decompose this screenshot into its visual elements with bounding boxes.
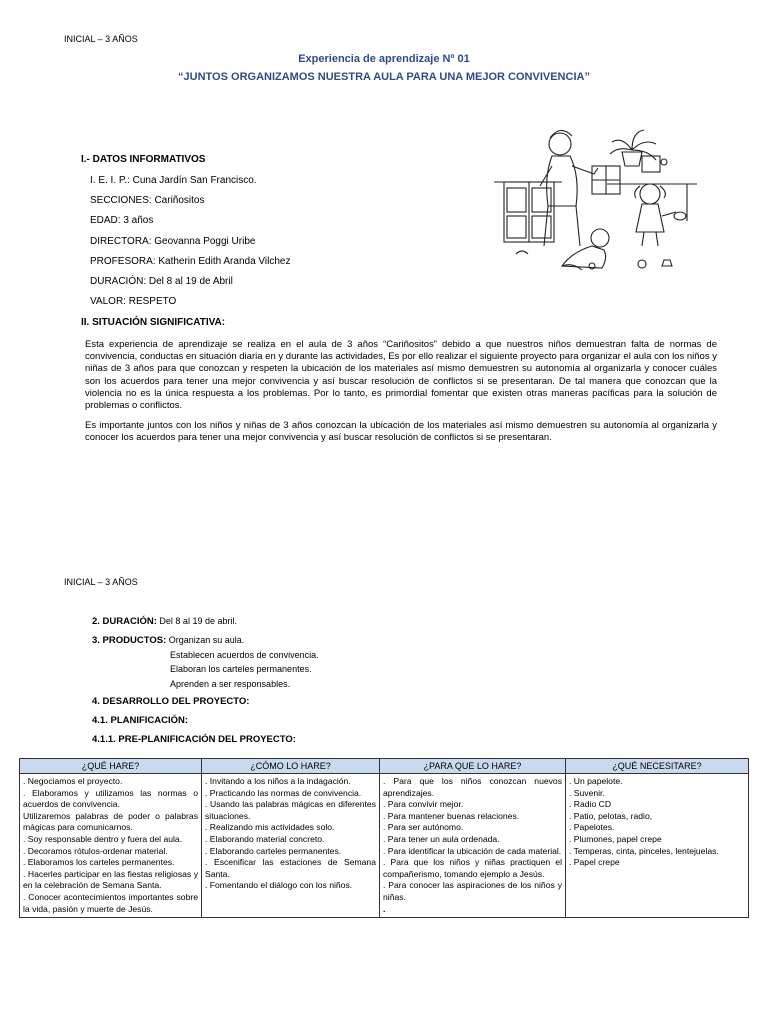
list-item: . Temperas, cinta, pinceles, lentejuelas. [569, 845, 719, 856]
list-item: . Negociamos el proyecto. [23, 776, 123, 786]
list-item: . Para que los niños conozcan nuevos aprendizajes. [383, 776, 562, 798]
list-item: Utilizaremos palabras de poder o palabras mágicas para comunicarnos. [23, 810, 198, 833]
list-item: . Para que los niños y niñas practiquen el compañerismo, tomando ejemplo a Jesús. [383, 857, 562, 879]
duracion-value: Del 8 al 19 de abril. [156, 616, 237, 626]
list-item: . Un papelote. [569, 776, 623, 786]
list-item: . Papel crepe [569, 857, 620, 868]
list-item: . Conocer acontecimientos importantes sobre la vida, pasión y muerte de Jesús. [23, 891, 198, 914]
list-item: . Papelotes. [569, 822, 615, 833]
que-hare-cell [20, 774, 202, 918]
document-subtitle: “JUNTOS ORGANIZAMOS NUESTRA AULA PARA UNA MEJOR CONVIVENCIA” [178, 71, 590, 83]
list-item: . Para tener un aula ordenada. [383, 833, 500, 844]
info-secciones: SECCIONES: Cariñositos [90, 195, 205, 206]
list-item: . Para conocer las aspiraciones de los niños y niñas. [383, 880, 562, 902]
info-valor: VALOR: RESPETO [90, 296, 177, 307]
list-item: . Realizando mis actividades solo. [205, 822, 335, 833]
table-header-cell: ¿PARA QUE LO HARE? [380, 759, 566, 774]
header-label: INICIAL – 3 AÑOS [64, 34, 138, 44]
document-title: Experiencia de aprendizaje Nº 01 [298, 53, 470, 65]
preplanificacion-table [19, 758, 749, 918]
list-item: . Escenificar las estaciones de Semana Santa. [205, 857, 376, 879]
preplanificacion-heading: 4.1.1. PRE-PLANIFICACIÓN DEL PROYECTO: [92, 734, 296, 745]
list-item: . Elaborando carteles permanentes. [205, 845, 342, 856]
info-edad: EDAD: 3 años [90, 215, 154, 226]
table-header-cell: ¿QUÉ HARE? [20, 759, 202, 774]
list-item: . Decoramos rótulos-ordenar material. [23, 845, 168, 856]
table-header-cell: ¿CÓMO LO HARE? [202, 759, 380, 774]
list-item: . Invitando a los niños a la indagación. [205, 776, 351, 786]
list-item: . Soy responsable dentro y fuera del aula. [23, 833, 183, 844]
list-item: . Practicando las normas de convivencia. [205, 787, 362, 798]
situacion-paragraph-2: Es importante juntos con los niños y niñas de 3 años conozcan la ubicación de los materiales así mismo demuestren su autonomía al organizarla y conocer los acuerdos para tener una mejor convivencia y así buscar resolución de conflictos si se presentaran. [85, 420, 717, 444]
list-item: . Fomentando el diálogo con los niños. [205, 880, 353, 891]
section1-heading: I.- DATOS INFORMATIVOS [81, 154, 206, 165]
situacion-paragraph-1: Esta experiencia de aprendizaje se realiza en el aula de 3 años “Cariñositos” debido a que nuestros niños demuestran falta de normas de convivencia, conductas en situación diaria en y durante las actividades, Es por ello realizar el siguiente proyecto para organizar el aula con los niños y niñas de 3 años para que conozcan y respeten la ubicación de los materiales así mismo demuestren su autonomía al organizarla y conocer cuáles son los acuerdos para tener una mejor convivencia y así buscar resolución de conflictos si se presentaran. De tal manera que conozcan que la violencia no es la única respuesta a los problemas. Por lo tanto, es primordial fomentar que existen otras maneras pacíficas para la solución de problemas o conflictos. [85, 339, 717, 412]
header-label-page2: INICIAL – 3 AÑOS [64, 577, 138, 587]
productos-line [92, 635, 244, 646]
list-item: . Patio, pelotas, radio, [569, 810, 653, 821]
list-item: . [383, 903, 386, 914]
como-lo-hare-cell [202, 774, 380, 918]
list-item: . Para mantener buenas relaciones. [383, 810, 520, 821]
productos-label: 3. PRODUCTOS: [92, 635, 167, 646]
duracion-label: 2. DURACIÓN: [92, 616, 157, 627]
duracion-line [92, 616, 237, 627]
list-item: . Usando las palabras mágicas en diferentes situaciones. [205, 799, 376, 821]
classroom-illustration [492, 126, 697, 274]
table-header-row [20, 759, 749, 774]
list-item: . Plumones, papel crepe [569, 833, 662, 844]
que-necesitare-cell [566, 774, 749, 918]
list-item: . Hacerles participar en las fiestas religiosas y en la celebración de Semana Santa. [23, 868, 198, 891]
list-item: . Para ser autónomo. [383, 822, 464, 833]
productos-first: Organizan su aula. [166, 635, 245, 645]
section2-heading: II. SITUACIÓN SIGNIFICATIVA: [81, 317, 226, 328]
desarrollo-heading: 4. DESARROLLO DEL PROYECTO: [92, 696, 250, 707]
producto-item: Elaboran los carteles permanentes. [170, 664, 312, 674]
list-item: . Radio CD [569, 799, 612, 810]
info-profesora: PROFESORA: Katherin Edith Aranda Vilchez [90, 256, 291, 267]
list-item: . Elaboramos los carteles permanentes. [23, 857, 175, 868]
producto-item: Aprenden a ser responsables. [170, 679, 291, 689]
para-que-lo-hare-cell [380, 774, 566, 918]
list-item: . Para convivir mejor. [383, 799, 464, 810]
info-duracion: DURACIÓN: Del 8 al 19 de Abril [90, 276, 233, 287]
list-item: . Suvenir. [569, 787, 605, 798]
list-item: . Para identificar la ubicación de cada material. [383, 845, 562, 856]
table-row [20, 774, 749, 918]
info-iei: I. E. I. P.: Cuna Jardín San Francisco. [90, 175, 257, 186]
table-header-cell: ¿QUÉ NECESITARE? [566, 759, 749, 774]
list-item: . Elaboramos y utilizamos las normas o acuerdos de convivencia. [23, 787, 198, 810]
list-item: . Elaborando material concreto. [205, 833, 325, 844]
producto-item: Establecen acuerdos de convivencia. [170, 650, 319, 660]
info-directora: DIRECTORA: Geovanna Poggi Uribe [90, 236, 256, 247]
planificacion-heading: 4.1. PLANIFICACIÓN: [92, 715, 189, 726]
